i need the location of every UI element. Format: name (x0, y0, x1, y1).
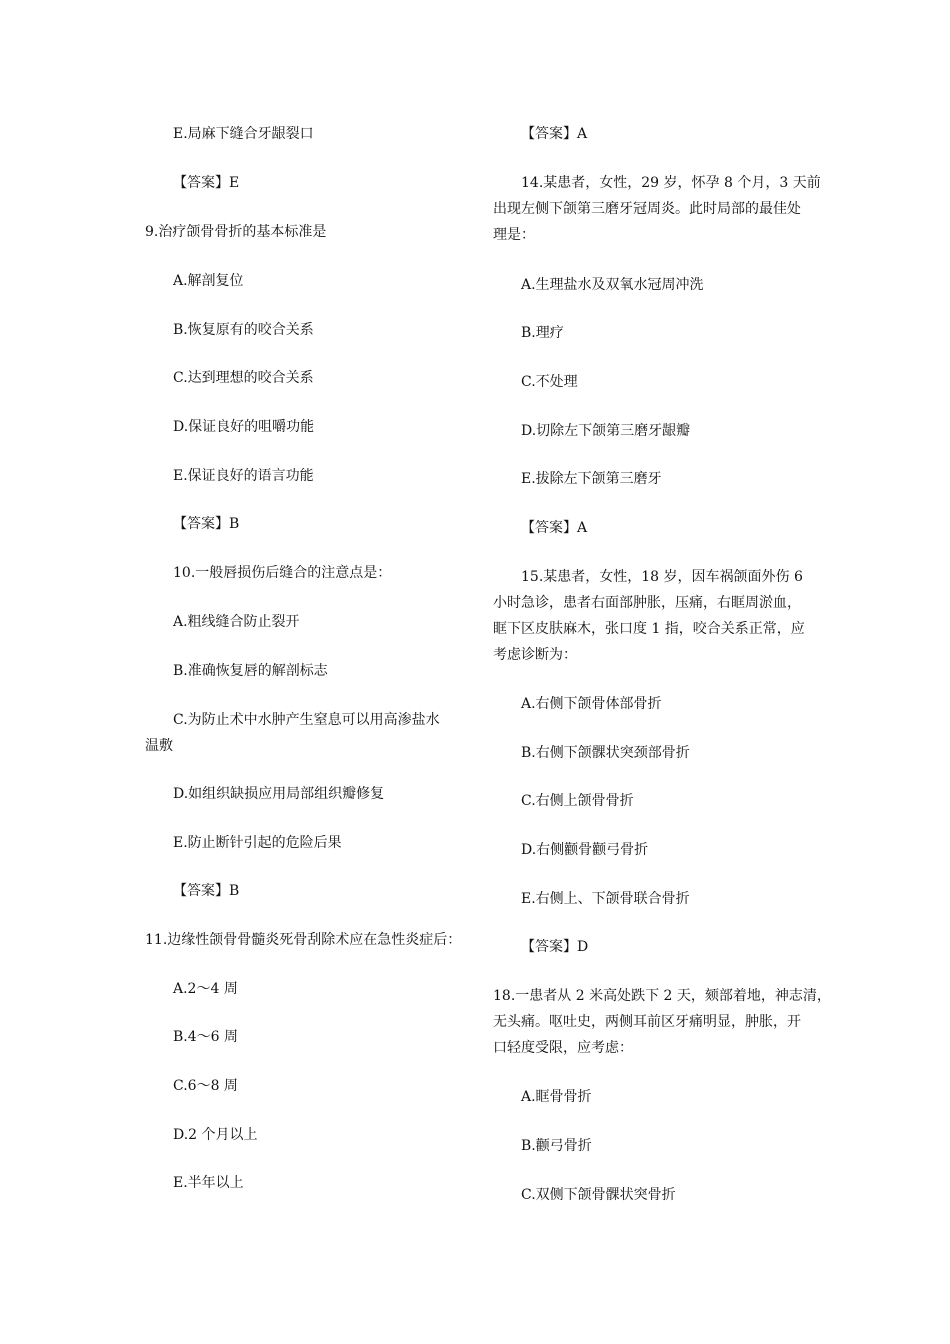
answer-label: 【答案】E (173, 175, 240, 191)
option-text: C.为防止术中水肿产生窒息可以用高渗盐水 (173, 712, 440, 728)
option-text: A.2～4 周 (173, 981, 238, 997)
option-text: D.如组织缺损应用局部组织瓣修复 (173, 786, 385, 802)
option-text: E.局麻下缝合牙龈裂口 (173, 126, 314, 142)
option-text: D.2 个月以上 (173, 1127, 258, 1143)
answer-label: 【答案】A (521, 520, 588, 536)
question-text-continued: 理是： (493, 227, 535, 243)
option-text: C.右侧上颌骨骨折 (521, 793, 634, 809)
option-text: A.眶骨骨折 (521, 1089, 592, 1105)
option-text: D.右侧颧骨颧弓骨折 (521, 842, 649, 858)
option-text: B.准确恢复唇的解剖标志 (173, 663, 328, 679)
answer-label: 【答案】D (521, 939, 589, 955)
answer-label: 【答案】B (173, 516, 240, 532)
option-text: D.保证良好的咀嚼功能 (173, 419, 315, 435)
option-text: B.颧弓骨折 (521, 1138, 592, 1154)
option-text: C.双侧下颌骨髁状突骨折 (521, 1187, 676, 1203)
option-text: E.拔除左下颌第三磨牙 (521, 471, 662, 487)
question-text-continued: 考虑诊断为： (493, 647, 577, 663)
option-text: C.不处理 (521, 374, 578, 390)
question-text: 15.某患者，女性，18 岁，因车祸颌面外伤 6 (521, 569, 803, 585)
option-text: A.生理盐水及双氧水冠周冲洗 (521, 277, 704, 293)
option-text: A.粗线缝合防止裂开 (173, 614, 300, 630)
option-text: C.达到理想的咬合关系 (173, 370, 314, 386)
option-text: D.切除左下颌第三磨牙龈瓣 (521, 423, 691, 439)
answer-label: 【答案】A (521, 126, 588, 142)
question-text: 9.治疗颌骨骨折的基本标准是 (145, 224, 327, 240)
option-text: E.半年以上 (173, 1175, 244, 1191)
option-text: A.解剖复位 (173, 273, 244, 289)
option-text: B.理疗 (521, 325, 564, 341)
option-text: E.保证良好的语言功能 (173, 468, 314, 484)
option-text: E.防止断针引起的危险后果 (173, 835, 342, 851)
question-text-continued: 口轻度受限，应考虑： (493, 1040, 633, 1056)
question-text-continued: 出现左侧下颌第三磨牙冠周炎。此时局部的最佳处 (493, 201, 801, 217)
question-text-continued: 无头痛。呕吐史，两侧耳前区牙痛明显，肿胀，开 (493, 1014, 801, 1030)
option-text-continued: 温敷 (145, 738, 173, 754)
option-text: A.右侧下颌骨体部骨折 (521, 696, 662, 712)
question-text: 10.一般唇损伤后缝合的注意点是： (173, 565, 392, 581)
option-text: C.6～8 周 (173, 1078, 238, 1094)
answer-label: 【答案】B (173, 883, 240, 899)
question-text-continued: 小时急诊，患者右面部肿胀，压痛，右眶周淤血， (493, 595, 801, 611)
question-text-continued: 眶下区皮肤麻木，张口度 1 指，咬合关系正常，应 (493, 621, 805, 637)
question-text: 14.某患者，女性，29 岁，怀孕 8 个月，3 天前 (521, 175, 821, 191)
option-text: E.右侧上、下颌骨联合骨折 (521, 891, 690, 907)
option-text: B.恢复原有的咬合关系 (173, 322, 314, 338)
question-text: 11.边缘性颌骨骨髓炎死骨刮除术应在急性炎症后： (145, 932, 462, 948)
question-text: 18.一患者从 2 米高处跌下 2 天，颏部着地，神志清， (493, 988, 831, 1004)
option-text: B.右侧下颌髁状突颈部骨折 (521, 745, 690, 761)
option-text: B.4～6 周 (173, 1029, 239, 1045)
